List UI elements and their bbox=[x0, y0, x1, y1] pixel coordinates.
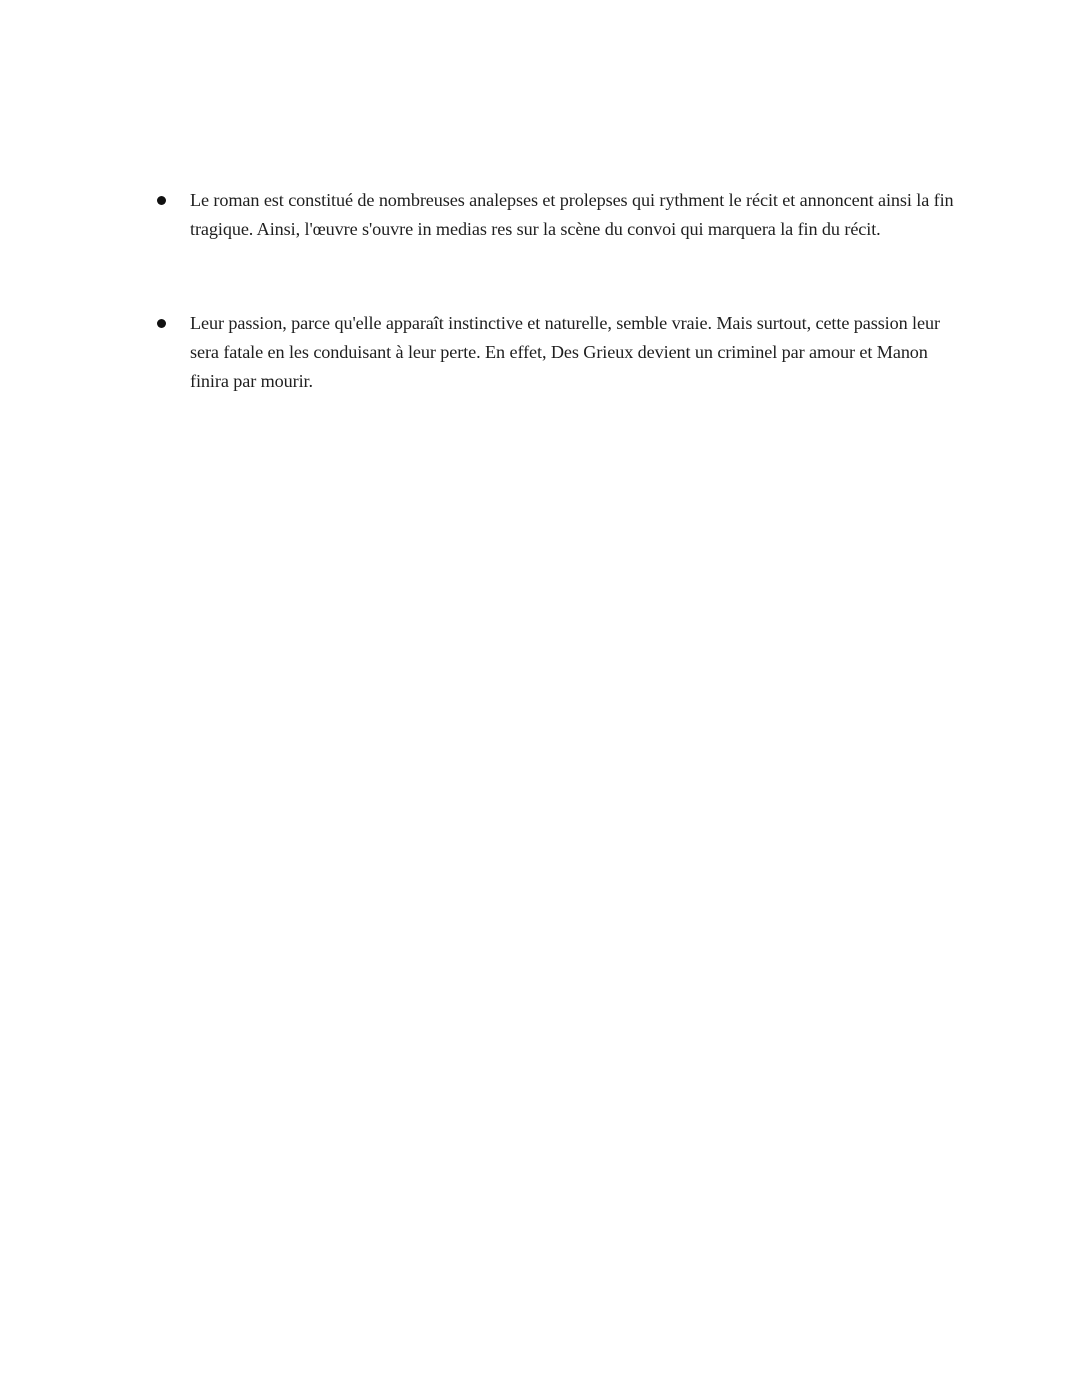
bullet-text-narrative-structure: Le roman est constitué de nombreuses analepses et prolepses qui rythment le récit et annoncent ainsi la fin tragique. Ainsi, l'œuvre s'ouvre in medias res sur la scène du convoi qui marquera la fin du récit. bbox=[190, 190, 954, 239]
bullet-dot-icon bbox=[157, 319, 166, 328]
bullet-dot-icon bbox=[157, 196, 166, 205]
bullet-text-passion: Leur passion, parce qu'elle apparaît instinctive et naturelle, semble vraie. Mais surtout, cette passion leur sera fatale en les conduisant à leur perte. En effet, Des Grieux devient un criminel par amour et Manon finira par mourir. bbox=[190, 313, 940, 391]
